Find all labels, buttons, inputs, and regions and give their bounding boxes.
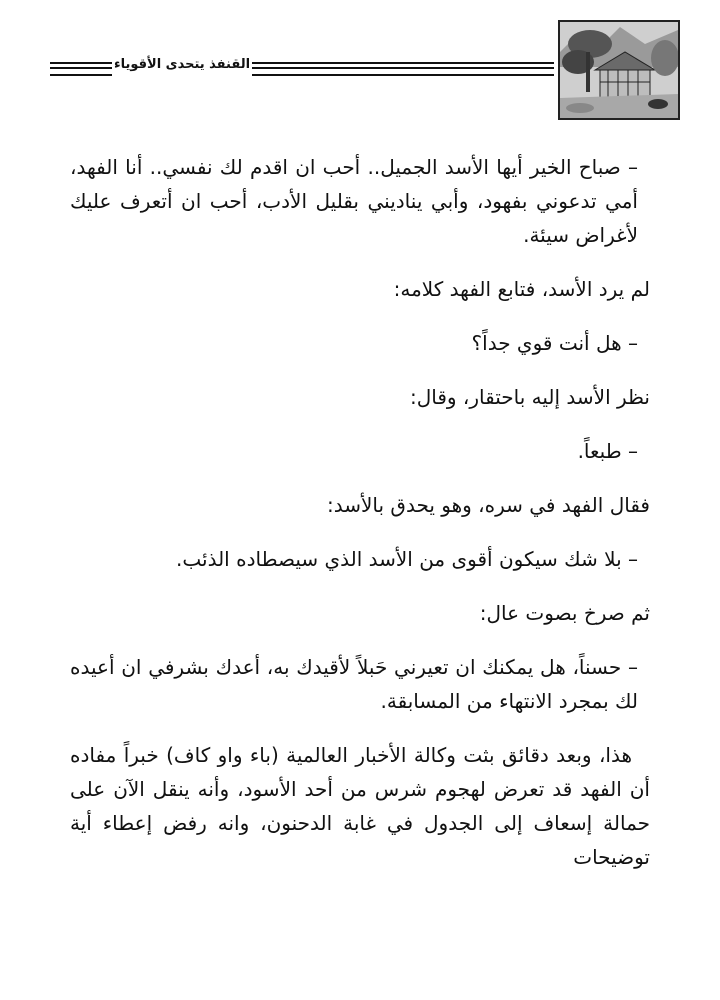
paragraph-wolf: – بلا شك سيكون أقوى من الأسد الذي سيصطاده الذئب. <box>176 547 638 571</box>
paragraph-greeting: – صباح الخير أيها الأسد الجميل.. أحب ان اقدم لك نفسي.. أنا الفهد، أمي تدعوني بفهود، وأبي يناديني بقليل الأدب، أحب ان أتعرف عليك لأغراض سيئة. <box>70 155 638 247</box>
header-rule-right <box>252 62 554 76</box>
paragraph-question: – هل أنت قوي جداً؟ <box>471 331 638 355</box>
paragraph-shout: ثم صرخ بصوت عال: <box>479 601 650 625</box>
forest-cabin-illustration-icon <box>558 20 680 120</box>
paragraph-rope: – حسناً، هل يمكنك ان تعيرني حَبلاً لأقيدك به، أعدك بشرفي ان أعيده لك بمجرد الانتهاء من المسابقة. <box>70 655 638 713</box>
paragraph-lion-looks: نظر الأسد إليه باحتقار، وقال: <box>409 385 650 409</box>
paragraph-leopard-thinks: فقال الفهد في سره، وهو يحدق بالأسد: <box>327 493 650 517</box>
paragraph-of-course: – طبعاً. <box>577 439 638 463</box>
running-title: القنفذ يتحدى الأقوياء <box>113 57 251 72</box>
page-body <box>70 150 650 894</box>
paragraph-news: هذا، وبعد دقائق بثت وكالة الأخبار العالمية (باء واو كاف) خبراً مفاده أن الفهد قد تعرض لهجوم شرس من أحد الأسود، وأنه ينقل الآن على حمالة إسعاف إلى الجدول في غابة الدحنون، وانه رفض إعطاء أية توضيحات <box>70 743 650 869</box>
paragraph-lion-silent: لم يرد الأسد، فتابع الفهد كلامه: <box>393 277 650 301</box>
page-header <box>50 20 680 125</box>
header-rule-left <box>50 62 112 76</box>
